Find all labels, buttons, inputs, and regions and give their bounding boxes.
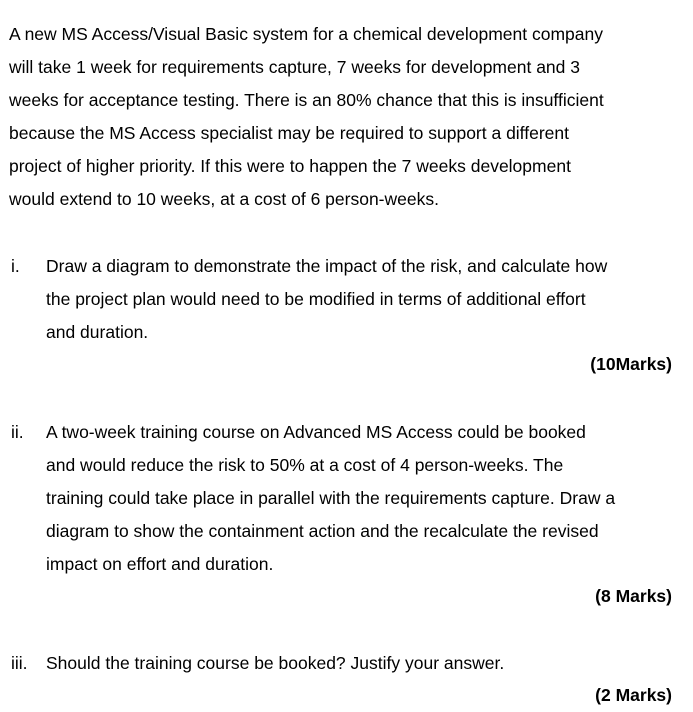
intro-line: would extend to 10 weeks, at a cost of 6 person-weeks. <box>9 189 439 209</box>
marks-label: (10Marks) <box>590 354 672 374</box>
intro-line: will take 1 week for requirements capture, 7 weeks for development and 3 <box>9 57 580 77</box>
intro-line: A new MS Access/Visual Basic system for a chemical development company <box>9 24 603 44</box>
question-line: and would reduce the risk to 50% at a cost of 4 person-weeks. The <box>46 455 564 475</box>
question-line: A two-week training course on Advanced MS Access could be booked <box>46 422 586 442</box>
question-line: and duration. <box>46 322 149 342</box>
intro-line: project of higher priority. If this were to happen the 7 weeks development <box>9 156 571 176</box>
intro-line: because the MS Access specialist may be required to support a different <box>9 123 569 143</box>
marks-label: (2 Marks) <box>595 685 672 705</box>
marks-label: (8 Marks) <box>595 586 672 606</box>
question-line: Should the training course be booked? Justify your answer. <box>46 653 505 673</box>
question-number: i. <box>11 256 20 276</box>
question-line: Draw a diagram to demonstrate the impact of the risk, and calculate how <box>46 256 608 276</box>
question-number: iii. <box>11 653 28 673</box>
question-number: ii. <box>11 422 24 442</box>
question-line: training could take place in parallel with the requirements capture. Draw a <box>46 488 616 508</box>
question-line: diagram to show the containment action and the recalculate the revised <box>46 521 599 541</box>
question-line: the project plan would need to be modified in terms of additional effort <box>46 289 586 309</box>
question-line: impact on effort and duration. <box>46 554 274 574</box>
intro-line: weeks for acceptance testing. There is an 80% chance that this is insufficient <box>9 90 604 110</box>
